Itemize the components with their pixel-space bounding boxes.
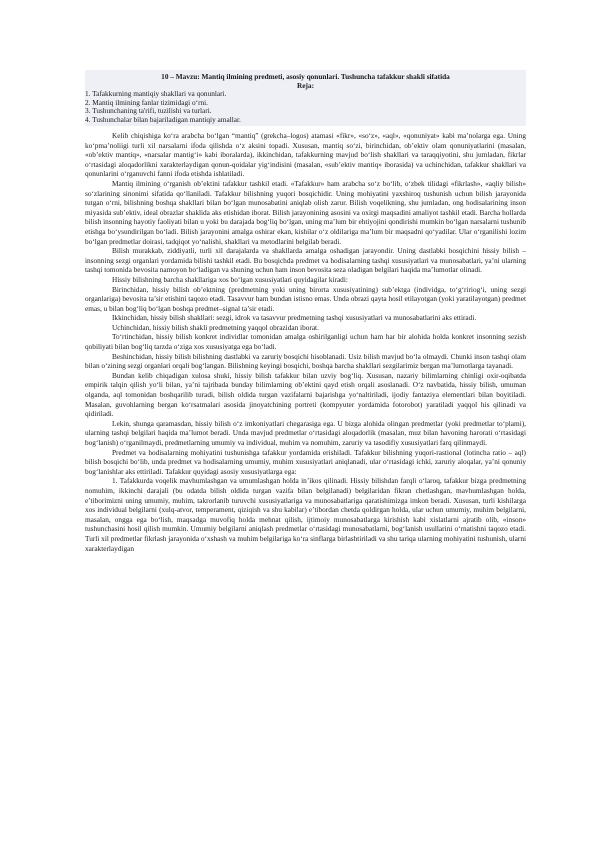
paragraph: To‘rtinchidan, hissiy bilish konkret individlar tomonidan amalga oshirilganligi uchun ham har bir alohida holda konkret insonning sezish qobiliyati bilan bog‘liq tarzda o‘ziga xos xususiyatga ega bo‘ladi. [85, 332, 526, 352]
paragraph: Mantiq ilmining o‘rganish ob’ektini tafakkur tashkil etadi. «Tafakkur» ham arabcha so‘z bo‘lib, o‘zbek tilidagi «fikrlash», «aqliy bilish» so‘zlarining sinonimi sifatida qo‘llaniladi. Tafakkur bilishning yuqori bosqichidir. Uning mohiyatini yaxshiroq tushunish uchun bilish jarayonida tutgan o‘rni, bilishning boshqa shakllari bilan bo‘lgan munosabatini aniqlab olish zarur. Bilish voqelikning, shu jumladan, ong hodisalarining inson miyasida sub’ektiv, ideal obrazlar shaklida aks etishidan iborat. Bilish jarayonining asosini va oxirgi maqsadini amaliyot tashkil etadi. Barcha hollarda bilish insonning hayotiy faoliyati bilan u yoki bu darajada bog‘liq bo‘lgan, uning ma’lum bir ehtiyojini qondirishi mumkin bo‘lgan narsalarni tushunib etishga bo‘ysundirilgan bo‘ladi. Bilish jarayonini amalga oshirar ekan, kishilar o‘z oldilariga ma’lum bir maqsadni qo‘yadilar. Ular o‘rganilishi lozim bo‘lgan predmetlar doirasi, tadqiqot yo‘nalishi, shakllari va metodlarini belgilab beradi. [85, 178, 526, 246]
document-page [85, 70, 526, 553]
paragraph: Uchinchidan, hissiy bilish shakli predmetning yaqqol obrazidan iborat. [112, 322, 319, 332]
paragraph: Kelib chiqishiga ko‘ra arabcha bo‘lgan “mantiq” (grekcha–logos) atamasi «fikr», «so‘z», «aql», «qonuniyat» kabi ma’nolarga ega. Uning ko‘pma’noliigi turli xil narsalarni ifoda qilishda o‘z aksini topadi. Xususan, mantiq so‘zi, birinchidan, ob’ektiv olam qonuniyatlarini (masalan, «ob’ektiv mantiq», «narsalar mantig‘i» kabi iboralarda), ikkinchidan, tafakkurning mavjud bo‘lish shakllari va taraqqiyotini, shu jumladan, fikrlar o‘rtasidagi aloqadorlikni xarakterlaydigan qonun-qoidalar yig‘indisini (masalan, «sub’ektiv mantiq» iborasida) va uchinchidan, tafakkur shakllari va qonunlarini o‘rganuvchi fanni ifoda etishda ishlatiladi. [85, 131, 526, 179]
plan-item: 2. Mantiq ilmining fanlar tizimidagi o‘rni. [85, 97, 209, 107]
paragraph: Bilish murakkab, ziddiyatli, turli xil darajalarda va shakllarda amalga oshadigan jarayondir. Uning dastlabki bosqichini hissiy bilish – insonning sezgi organlari yordamida bilishi tashkil etadi. Bu bosqichda predmet va hodisalarning tashqi xususiyatlari va munosabatlari, ya’ni ularning tashqi tomonida bevosita namoyon bo‘ladigan va shuning uchun ham inson bevosita seza oladigan belgilari haqida ma’lumotlar olinadi. [85, 246, 526, 275]
paragraph: Ikkinchidan, hissiy bilish shakllari: sezgi, idrok va tasavvur predmetning tashqi xususiyatlari va munosabatlarini aks ettiradi. [112, 313, 477, 323]
document-title: 10 – Mavzu: Mantiq ilmining predmeti, asosiy qonunlari. Tushuncha tafakkur shakli sifatida [161, 72, 450, 81]
paragraph: 1. Tafakkurda voqelik mavhumlashgan va umumlashgan holda in’ikos qilinadi. Hissiy bilishdan farqli o‘laroq, tafakkur bizga predmetning nomuhim, ikkinchi darajali (bu odatda bilish oldida turgan vazifa bilan belgilanadi) belgilaridan fikran chetlashgan, mavhumlashgan holda, e’tiborimizni uning umumiy, muhim, takrorlanib turuvchi xususiyatlariga va munosabatlariga qaratishimizga imkon beradi. Xususan, turli kishilarga xos individual belgilarni (xulq-atvor, temperament, qiziqish va shu kabilar) e’tibordan chetda qoldirgan holda, ular uchun umumiy, muhim belgilarni, masalan, ongga ega bo‘lish, maqsadga muvofiq holda mehnat qilish, ijtimoiy munosabatlarga kirishish kabi xislatlarni ajratib olib, «inson» tushunchasini hosil qilish mumkin. Umumiy belgilarni aniqlash predmetlar o‘rtasidagi munosabatlarni, bog‘lanish usullarini o‘rnatishni taqozo etadi. Turli xil predmetlar fikrlash jarayonida o‘xshash va muhim belgilariga ko‘ra sinflarga birlashtiriladi va shu tariqa ularning mohiyatini tushunish, ularni xarakterlaydigan [85, 476, 526, 553]
paragraph: Predmet va hodisalarning mohiyatini tushunishga tafakkur yordamida erishiladi. Tafakkur bilishning yuqori-rastional (lotincha ratio – aql) bilish bosqichi bo‘lib, unda predmet va hodisalarning umumiy, muhim xususiyatlari aniqlanadi, ular o‘rtasidagi ichki, zaruriy aloqalar, ya’ni qonuniy bog‘lanishlar aks ettiriladi. Tafakkur quyidagi asosiy xususiyatlarga ega: [85, 447, 526, 476]
paragraph: Birinchidan, hissiy bilish ob’ektning (predmetning yoki uning birorta xususiyatining) sub’ektga (individga, to‘g‘ririog‘i, uning sezgi organlariga) bevosita ta’sir etishini taqozo etadi. Tasavvur ham bundan istisno emas. Unda obrazi qayta hosil etilayotgan (yoki yaratilayotgan) predmet emas, u bilan bog‘liq bo‘lgan boshqa predmet–signal ta’sir etadi. [85, 284, 526, 313]
document-body [85, 131, 526, 553]
plan-item: 1. Tafakkurning mantiqiy shakllari va qonunlari. [85, 89, 227, 98]
plan-item: 3. Tushunchaning ta'rifi, tuzilishi va turlari. [85, 106, 212, 115]
paragraph: Lekin, shunga qaramasdan, hissiy bilish o‘z imkoniyatlari chegarasiga ega. U bizga alohida olingan predmetlar (yoki predmetlar to‘plami), ularning tashqi belgilari haqida ma’lumot beradi. Unda mavjud predmetlar o‘rtasidagi aloqadorlik (masalan, muz bilan havoning harorati o‘rtasidagi bog‘lanish) o‘rganilmaydi, predmetlarning umumiy va individual, muhim va nomuhim, zaruriy va tasodifiy xususiyatlari farq qilinmaydi. [85, 418, 526, 447]
plan-list [85, 90, 526, 124]
paragraph: Beshinchidan, hissiy bilish bilishning dastlabki va zaruriy bosqichi hisoblanadi. Usiz bilish mavjud bo‘la olmaydi. Chunki inson tashqi olam bilan o‘zining sezgi organlari orqali bog‘langan. Bilishning keyingi bosqichi, boshqa barcha shakllari sezgilarimiz bergan ma’lumotlarga tayanadi. [85, 351, 526, 371]
plan-item: 4. Tushunchalar bilan bajariladigan mantiqiy amallar. [85, 114, 241, 124]
paragraph: Hissiy bilishning barcha shakllariga xos bo‘lgan xususiyatlari quyidagilar kiradi: [112, 274, 348, 284]
paragraph: Bundan kelib chiqadigan xulosa shuki, hissiy bilish tafakkur bilan uzviy bog‘liq. Xususan, nazariy bilimlarning chinligi oxir-oqibatda empirik talqin qilish yo‘li bilan, ya’ni tajribada bunday bilimlarning ob’ektini qayd etish orqali asoslanadi. O‘z navbatida, hissiy bilish, umuman olganda, aql tomonidan boshqarilib turadi, bilish oldida turgan vazifalarni bajarishga yo‘naltiriladi, ijodiy fantaziya elementlari bilan boyitiladi. Masalan, guvohlarning bergan ko‘rsatmalari asosida jinoyatchining portreti (kompyuter yordamida fotorobot) yaratiladi yaqqol his qilinadi va qidiriladi. [85, 370, 526, 419]
document-header [85, 70, 526, 126]
plan-heading: Reja: [296, 81, 315, 90]
